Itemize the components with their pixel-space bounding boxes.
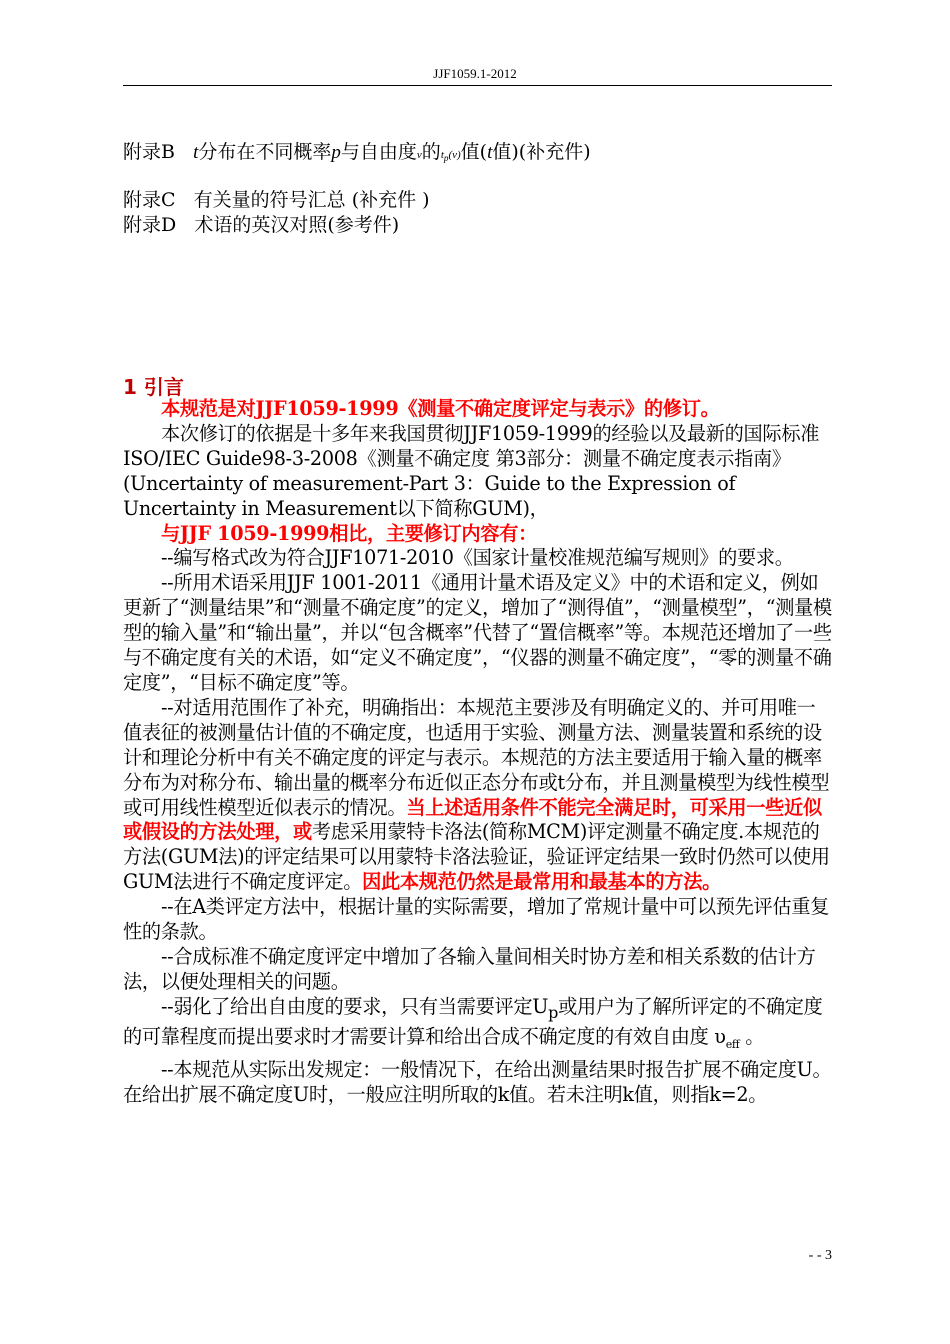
paragraph-10: --本规范从实际出发规定：一般情况下，在给出测量结果时报告扩展不确定度U。在给出扩展不确定度U时，一般应注明所取的k值。若未注明k值，则指k=2。 (123, 1058, 832, 1107)
symbol-t: t (487, 142, 493, 163)
section-body (123, 397, 832, 1108)
appendix-b-text: 与自由度 (340, 141, 417, 163)
symbol-p: p (331, 142, 341, 163)
appendix-c-label: 附录C (123, 189, 176, 211)
appendix-b-text: 值( (460, 141, 488, 163)
appendix-d (123, 210, 399, 237)
paragraph-9-text: --弱化了给出自由度的要求，只有当需要评定U (161, 994, 549, 1018)
paragraph-3: 与JJF 1059-1999相比，主要修订内容有： (161, 521, 537, 545)
appendix-d-label: 附录D (123, 214, 177, 236)
paragraph-1: 本规范是对JJF1059-1999《测量不确定度评定与表示》的修订。 (161, 397, 720, 420)
header-doc-code: JJF1059.1-2012 (433, 66, 517, 81)
appendix-b-text: 分布在不同概率 (198, 141, 332, 163)
appendix-b-text: 的 (421, 141, 441, 163)
symbol-nu: ν (416, 149, 422, 161)
paragraph-8: --合成标准不确定度评定中增加了各输入量间相关时协方差和相关系数的估计方法，以便处理相关的问题。 (123, 944, 816, 993)
appendix-c-text: 有关量的符号汇总 (补充件 ) (193, 189, 430, 211)
paragraph-2: 本次修订的依据是十多年来我国贯彻JJF1059-1999的经验以及最新的国际标准ISO/IEC Guide98-3-2008《测量不确定度 第3部分：测量不确定度表示指南》(Uncertainty of measurement-Part 3：Guide to the Expression of Uncertainty in Measurement以下简称GUM)， (123, 421, 820, 520)
paragraph-9-text: 。 (739, 1025, 765, 1049)
paragraph-6-highlight: 因此本规范仍然是最常用和最基本的方法。 (362, 870, 721, 894)
appendix-b-label: 附录B (123, 141, 175, 163)
paragraph-6 (123, 696, 832, 895)
paragraph-6-text: 考虑采用蒙特卡洛法(简称MCM)评定测量不确定度.本规范的方法(GUM法)的评定结果可以用蒙特卡洛法验证，验证评定结果一致时仍然可以使用GUM法进行不确定度评定。 (123, 820, 830, 894)
appendix-d-text: 术语的英汉对照(参考件) (194, 214, 400, 236)
subscript-p: p (548, 1002, 559, 1022)
paragraph-6-highlight: 当上述适用条件不能完全满足时，可采用一些近似或假设的方法处理，或 (123, 795, 822, 844)
page-number: - - 3 (808, 1248, 832, 1263)
appendix-b-text: 值)(补充件) (492, 141, 591, 163)
paragraph-9 (123, 995, 832, 1058)
paragraph-4: --编写格式改为符合JJF1071-2010《国家计量校准规范编写规则》的要求。 (161, 546, 794, 570)
appendix-c (123, 185, 430, 212)
paragraph-5: --所用术语采用JJF 1001-2011《通用计量术语及定义》中的术语和定义，例如更新了“测量结果”和“测量不确定度”的定义，增加了“测得值”，“测量模型”，“测量模型的输入量”和“输出量”，并以“包含概率”代替了“置信概率”等。本规范还增加了一些与不确定度有关的术语，如“定义不确定度”，“仪器的测量不确定度”，“零的测量不确定度”，“目标不确定度”等。 (123, 571, 832, 694)
symbol-tp-nu: $t_p(\nu)$ (440, 149, 461, 164)
paragraph-9-text: 或用户为了解所评定的不确定度的可靠程度而提出要求时才需要计算和给出合成不确定度的有效自由度 υ (123, 994, 823, 1049)
paragraph-7: --在A类评定方法中，根据计量的实际需要，增加了常规计量中可以预先评估重复性的条款。 (123, 895, 830, 944)
paragraph-6-text: --对适用范围作了补充，明确指出：本规范主要涉及有明确定义的、并可用唯一值表征的被测量估计值的不确定度，也适用于实验、测量方法、测量装置和系统的设计和理论分析中有关不确定度的评定与表示。本规范的方法主要适用于输入量的概率分布为对称分布、输出量的概率分布近似正态分布或t分布，并且测量模型为线性模型或可用线性模型近似表示的情况。 (123, 695, 830, 819)
appendix-b (123, 137, 591, 164)
header-rule (123, 85, 832, 86)
section-title: 1 引言 (123, 375, 184, 399)
subscript-eff: eff (725, 1038, 740, 1052)
symbol-t: t (193, 142, 199, 163)
